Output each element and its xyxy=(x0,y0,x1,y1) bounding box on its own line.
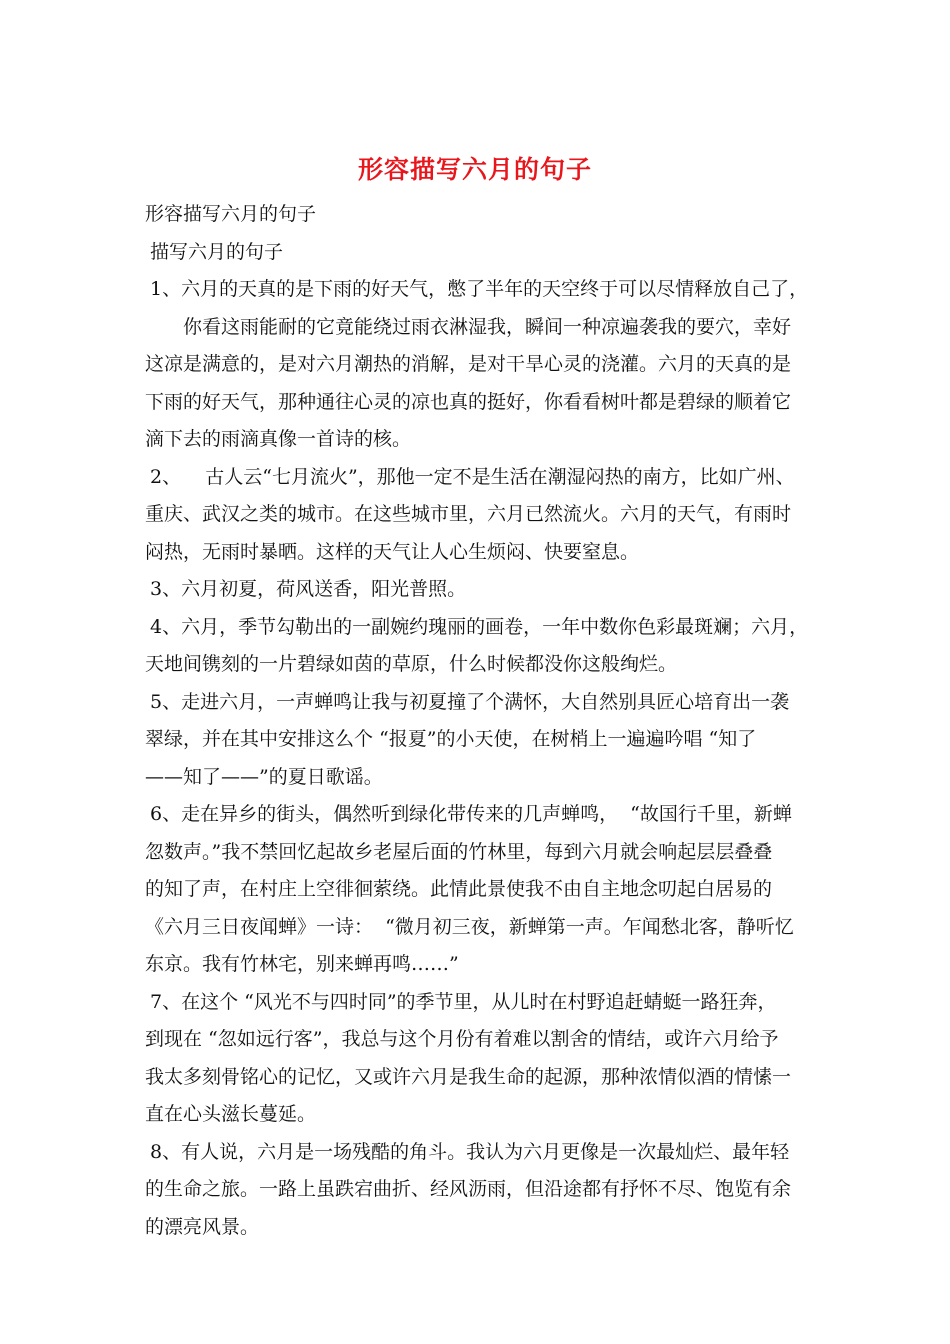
paragraph-5-line: 翠绿，并在其中安排这么个 “报夏”的小天使，在树梢上一遍遍吟唱 “知了 xyxy=(145,728,757,750)
paragraph-1-line: 这凉是满意的，是对六月潮热的消解，是对干旱心灵的浇灌。六月的天真的是 xyxy=(145,353,792,375)
paragraph-3-line: 3、六月初夏，荷风送香，阳光普照。 xyxy=(150,578,467,600)
page-title: 形容描写六月的句子 xyxy=(357,155,592,184)
heading-line: 描写六月的句子 xyxy=(150,240,284,263)
paragraph-8-line: 8、有人说，六月是一场残酷的角斗。我认为六月更像是一次最灿烂、最年轻 xyxy=(150,1140,790,1163)
document-body xyxy=(145,196,813,1246)
paragraph-6-line: 6、走在异乡的街头，偶然听到绿化带传来的几声蝉鸣， “故国行千里，新蝉 xyxy=(150,803,792,825)
paragraph-4-line: 天地间镌刻的一片碧绿如茵的草原，什么时候都没你这般绚烂。 xyxy=(145,653,678,675)
paragraph-7-line: 直在心头滋长蔓延。 xyxy=(145,1103,317,1125)
paragraph-8-line: 的漂亮风景。 xyxy=(145,1215,260,1238)
paragraph-6-line: 东京。我有竹林宅，别来蝉再鸣……” xyxy=(145,953,459,975)
paragraph-7-line: 7、在这个 “风光不与四时同”的季节里，从儿时在村野追赶蜻蜓一路狂奔， xyxy=(150,990,777,1013)
paragraph-2-line: 2、 古人云“七月流火”，那他一定不是生活在潮湿闷热的南方，比如广州、 xyxy=(150,465,795,488)
paragraph-6-line: 《六月三日夜闻蝉》一诗： “微月初三夜，新蝉第一声。乍闻愁北客，静听忆 xyxy=(145,915,794,938)
paragraph-1-line: 滴下去的雨滴真像一首诗的核。 xyxy=(145,428,412,450)
paragraph-4-line: 4、六月，季节勾勒出的一副婉约瑰丽的画卷，一年中数你色彩最斑斓；六月， xyxy=(150,615,809,638)
paragraph-8-line: 的生命之旅。一路上虽跌宕曲折、经风沥雨，但沿途都有抒怀不尽、饱览有余 xyxy=(145,1178,792,1200)
paragraph-7-line: 我太多刻骨铭心的记忆，又或许六月是我生命的起源，那种浓情似酒的情愫一 xyxy=(145,1065,792,1088)
paragraph-1-line: 1、六月的天真的是下雨的好天气，憋了半年的天空终于可以尽情释放自己了， xyxy=(150,278,809,300)
paragraph-5-line: 5、走进六月，一声蝉鸣让我与初夏撞了个满怀，大自然别具匠心培育出一袭 xyxy=(150,690,790,713)
paragraph-2-line: 闷热，无雨时暴晒。这样的天气让人心生烦闷、快要窒息。 xyxy=(145,540,640,563)
paragraph-7-line: 到现在 “忽如远行客”，我总与这个月份有着难以割舍的情结，或许六月给予 xyxy=(145,1028,779,1050)
subtitle-line: 形容描写六月的句子 xyxy=(145,203,317,225)
paragraph-6-line: 忽数声。”我不禁回忆起故乡老屋后面的竹林里，每到六月就会响起层层叠叠 xyxy=(145,840,773,863)
paragraph-1-line: 你看这雨能耐的它竟能绕过雨衣淋湿我，瞬间一种凉遍袭我的要穴，幸好 xyxy=(183,315,792,338)
paragraph-1-line: 下雨的好天气，那种通往心灵的凉也真的挺好，你看看树叶都是碧绿的顺着它 xyxy=(145,390,792,413)
paragraph-2-line: 重庆、武汉之类的城市。在这些城市里，六月已然流火。六月的天气，有雨时 xyxy=(145,503,792,525)
paragraph-5-line: ——知了——”的夏日歌谣。 xyxy=(145,765,383,788)
paragraph-6-line: 的知了声，在村庄上空徘徊萦绕。此情此景使我不由自主地念叨起白居易的 xyxy=(145,878,773,900)
